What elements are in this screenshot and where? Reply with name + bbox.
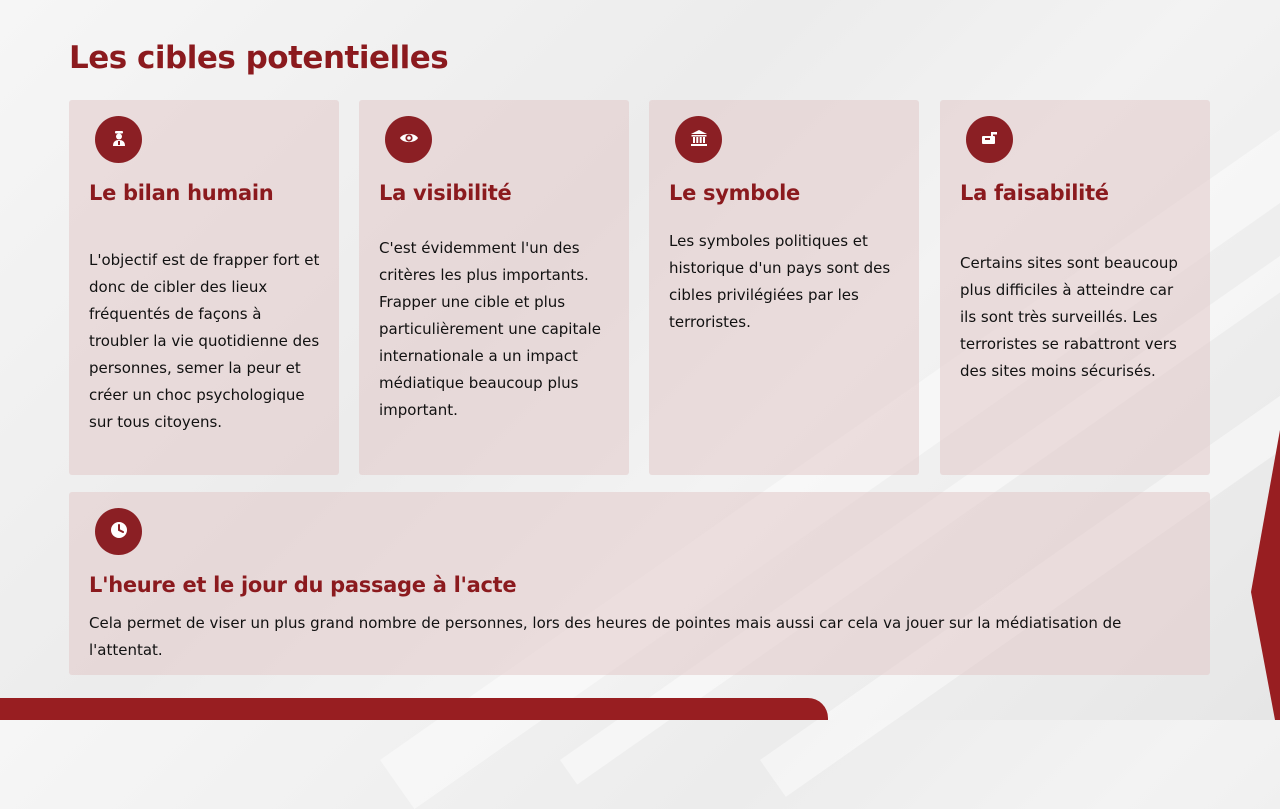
card-text: Certains sites sont beaucoup plus difficiles à atteindre car ils sont très surveillés. Les terroristes se rabattront vers des sites moins sécurisés.	[960, 254, 1178, 380]
card-title: La visibilité	[379, 181, 512, 205]
card-bilan-humain	[69, 100, 339, 475]
bottom-accent-bar	[0, 698, 828, 720]
clock-icon	[109, 520, 129, 544]
mailbox-icon	[980, 128, 1000, 152]
card-visibilite	[359, 100, 629, 475]
card-title: Le bilan humain	[89, 181, 274, 205]
page-title: Les cibles potentielles	[69, 40, 449, 76]
card-text: Cela permet de viser un plus grand nombre de personnes, lors des heures de pointes mais aussi car cela va jouer sur la médiatisation de l'attentat.	[89, 614, 1122, 659]
card-faisabilite	[940, 100, 1210, 475]
card-text: L'objectif est de frapper fort et donc de cibler des lieux fréquentés de façons à troubler la vie quotidienne des personnes, semer la peur et créer un choc psychologique sur tous citoyens.	[89, 251, 320, 431]
right-accent-shape	[1248, 430, 1280, 720]
icon-badge	[675, 116, 722, 163]
card-heure-jour	[69, 492, 1210, 675]
card-title: Le symbole	[669, 181, 800, 205]
card-title: L'heure et le jour du passage à l'acte	[89, 573, 517, 597]
landmark-icon	[689, 128, 709, 152]
card-title: La faisabilité	[960, 181, 1109, 205]
icon-badge	[95, 508, 142, 555]
icon-badge	[966, 116, 1013, 163]
eye-icon	[399, 128, 419, 152]
card-text: C'est évidemment l'un des critères les plus importants. Frapper une cible et plus particulièrement une capitale internationale a un impact médiatique beaucoup plus important.	[379, 239, 601, 419]
card-symbole	[649, 100, 919, 475]
card-text: Les symboles politiques et historique d'un pays sont des cibles privilégiées par les terroristes.	[669, 232, 891, 331]
icon-badge	[95, 116, 142, 163]
icon-badge	[385, 116, 432, 163]
person-icon	[109, 128, 129, 152]
